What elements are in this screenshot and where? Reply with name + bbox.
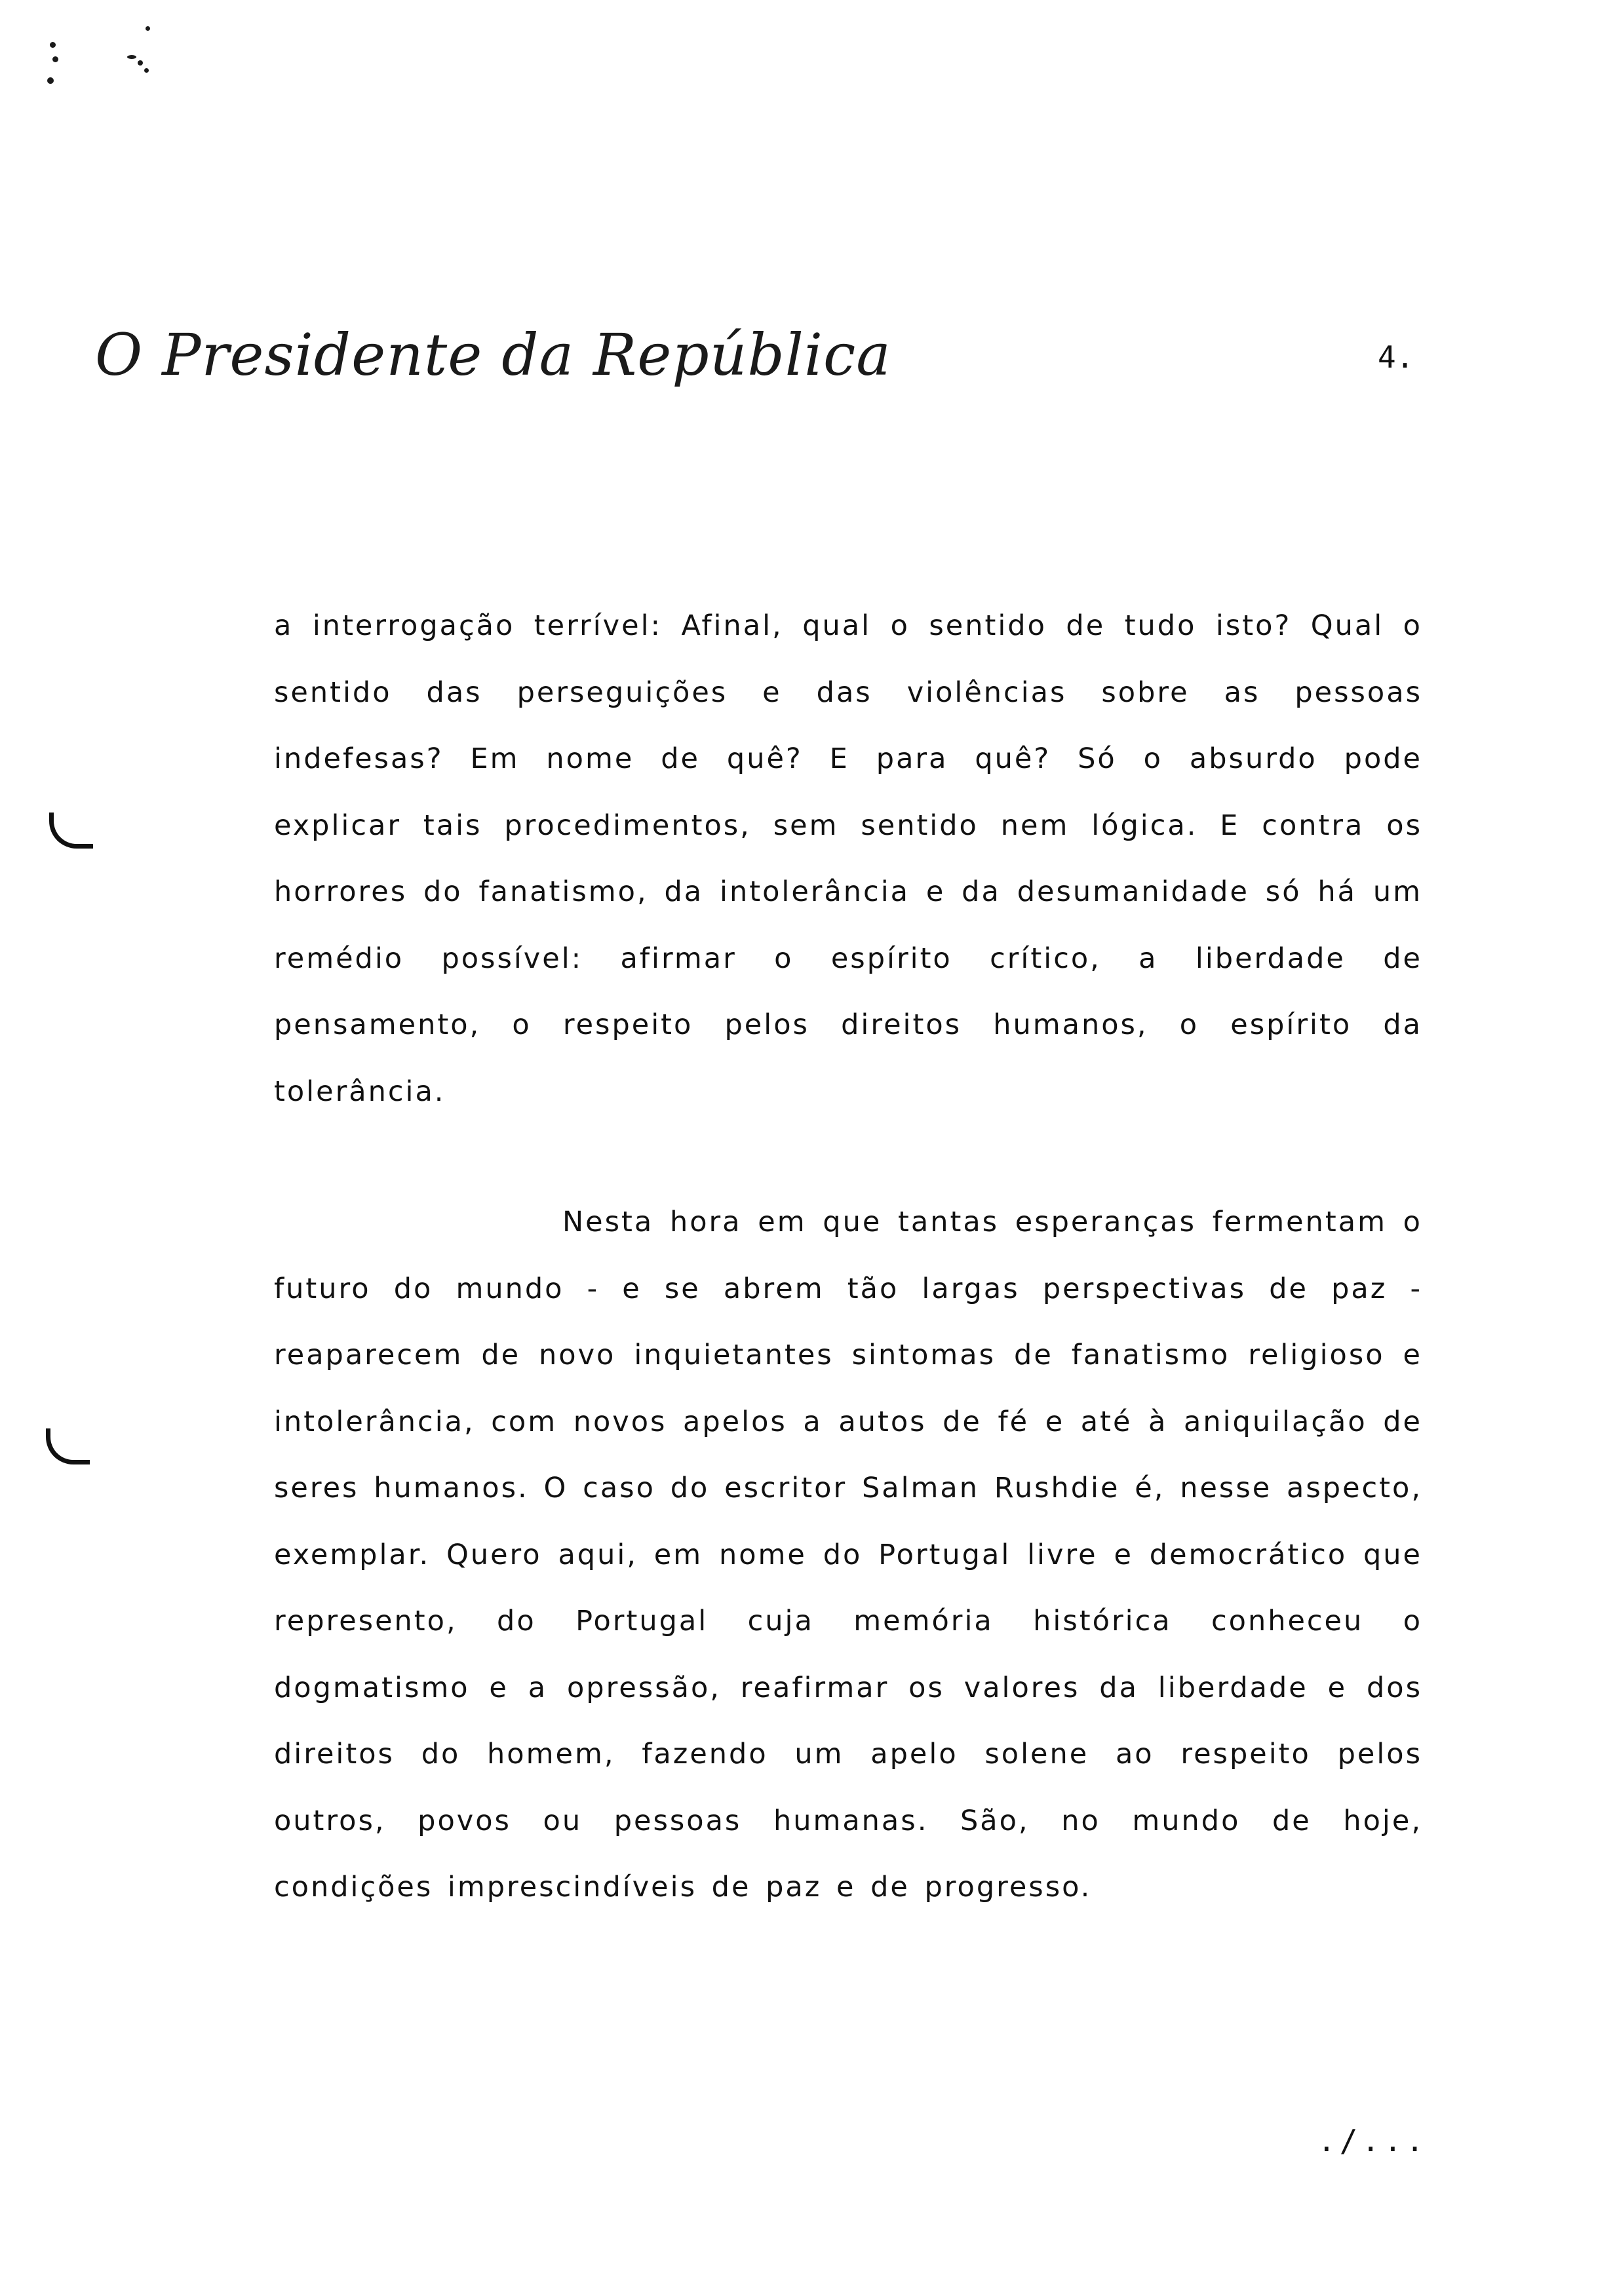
scan-speck [127,55,136,59]
scan-speck [144,68,149,73]
scan-speck [146,26,150,31]
margin-check-mark [46,1428,90,1464]
body-paragraph: a interrogação terrível: Afinal, qual o sentido de tudo isto? Qual o sentido das perseguições e das violências sobre as pessoas indefesas? Em nome de quê? E para quê? Só o absurdo pode explicar tais procedimentos, sem sentido nem lógica. E contra os horrores do fanatismo, da intolerância e da desumanidade só há um remédio possível: afirmar o espírito crítico, a liberdade de pensamento, o respeito pelos direitos humanos, o espírito da tolerância. [274,609,1422,1108]
body-paragraph: Nesta hora em que tantas esperanças fermentam o futuro do mundo - e se abrem tão largas perspectivas de paz - reaparecem de novo inquietantes sintomas de fanatismo religioso e intolerância, com novos apelos a autos de fé e até à aniquilação de seres humanos. O caso do escritor Salman Rushdie é, nesse aspecto, exemplar. Quero aqui, em nome do Portugal livre e democrático que represento, do Portugal cuja memória histórica conheceu o dogmatismo e a opressão, reafirmar os valores da liberdade e dos direitos do homem, fazendo um apelo solene ao respeito pelos outros, povos ou pessoas humanas. São, no mundo de hoje, condições imprescindíveis de paz e de progresso. [274,1206,1422,1904]
letterhead: O Presidente da República [95,321,891,389]
scan-speck [50,42,56,48]
scan-speck [138,60,143,66]
continuation-mark: ./... [1317,2123,1428,2158]
page-number: 4. [1378,339,1414,375]
margin-check-mark [49,813,93,849]
scan-speck [52,56,58,62]
scan-speck [47,77,54,84]
